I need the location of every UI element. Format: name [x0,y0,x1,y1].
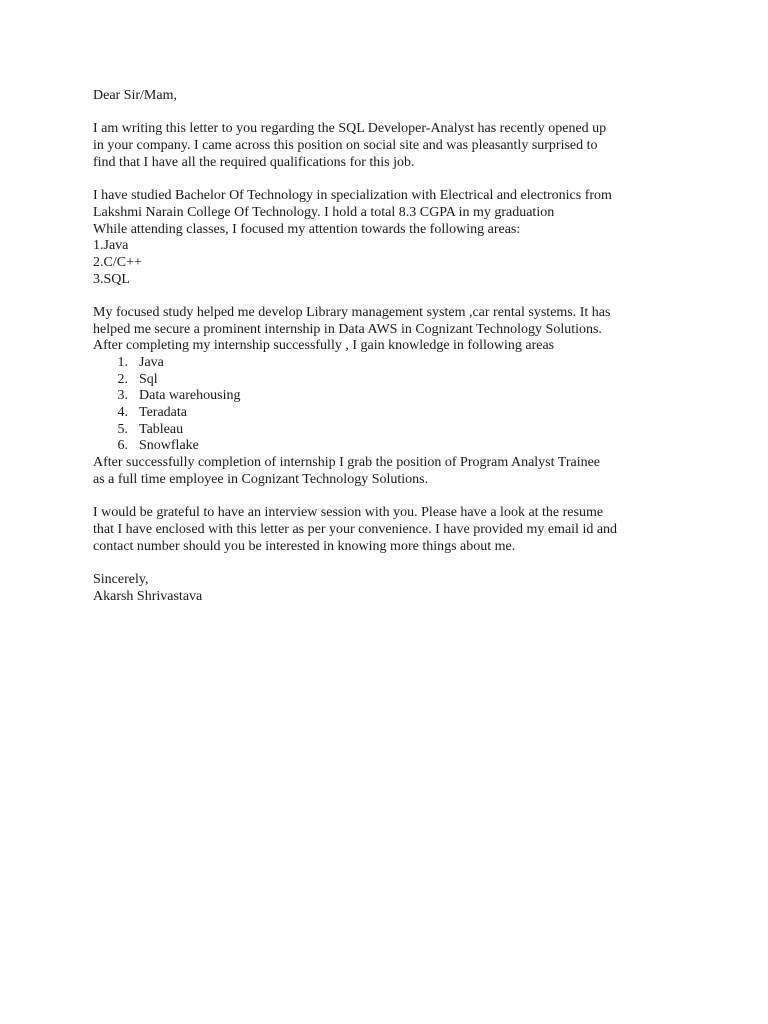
paragraph-employment [93,455,693,488]
paragraph-request [93,505,693,555]
paragraph-gap [93,171,693,188]
closing: Sincerely, [93,571,149,587]
paragraph-gap [93,105,693,122]
list-text: Java [139,355,164,370]
text-line: Lakshmi Narain College Of Technology. I hold a total 8.3 CGPA in my graduation [93,204,555,220]
paragraph-experience [93,305,693,355]
signature-name: Akarsh Shrivastava [93,588,203,604]
list-number: 1. [117,355,128,370]
list-item [93,438,693,455]
skill-item: 2.C/C++ [93,254,142,270]
paragraph-education [93,188,693,288]
text-line: in your company. I came across this position on social site and was pleasantly surprised to [93,138,598,154]
text-line: My focused study helped me develop Library management system ,car rental systems. It has [93,304,611,320]
text-line: as a full time employee in Cognizant Technology Solutions. [93,471,429,487]
list-number: 2. [117,371,128,387]
paragraph-gap [93,489,693,506]
salutation: Dear Sir/Mam, [93,88,177,103]
list-item [93,355,693,372]
knowledge-list [93,355,693,455]
list-text: Teradata [139,405,187,421]
list-text: Data warehousing [139,388,241,404]
letter-page [93,88,693,605]
list-number: 3. [117,388,128,404]
text-line: that I have enclosed with this letter as per your convenience. I have provided my email id and [93,521,618,537]
list-text: Sql [139,371,158,387]
list-item [93,422,693,439]
paragraph-gap [93,555,693,572]
list-text: Snowflake [139,438,199,454]
paragraph-gap [93,288,693,305]
text-line: After successfully completion of internship I grab the position of Program Analyst Trainee [93,455,601,471]
list-number: 6. [117,438,128,454]
list-text: Tableau [139,421,184,437]
text-line: I have studied Bachelor Of Technology in specialization with Electrical and electronics from [93,188,612,204]
skill-item: 3.SQL [93,271,130,287]
paragraph-intro [93,121,693,171]
text-line: While attending classes, I focused my attention towards the following areas: [93,221,521,237]
list-number: 5. [117,421,128,437]
text-line: contact number should you be interested in knowing more things about me. [93,538,516,554]
text-line: find that I have all the required qualifications for this job. [93,154,415,170]
list-item [93,405,693,422]
list-item [93,388,693,405]
list-item [93,372,693,389]
text-line: After completing my internship successfully , I gain knowledge in following areas [93,338,555,354]
skill-item: 1.Java [93,238,129,254]
text-line: I am writing this letter to you regarding the SQL Developer-Analyst has recently opened up [93,121,607,137]
text-line: helped me secure a prominent internship in Data AWS in Cognizant Technology Solutions. [93,321,602,337]
list-number: 4. [117,405,128,421]
text-line: I would be grateful to have an interview session with you. Please have a look at the resume [93,505,604,521]
